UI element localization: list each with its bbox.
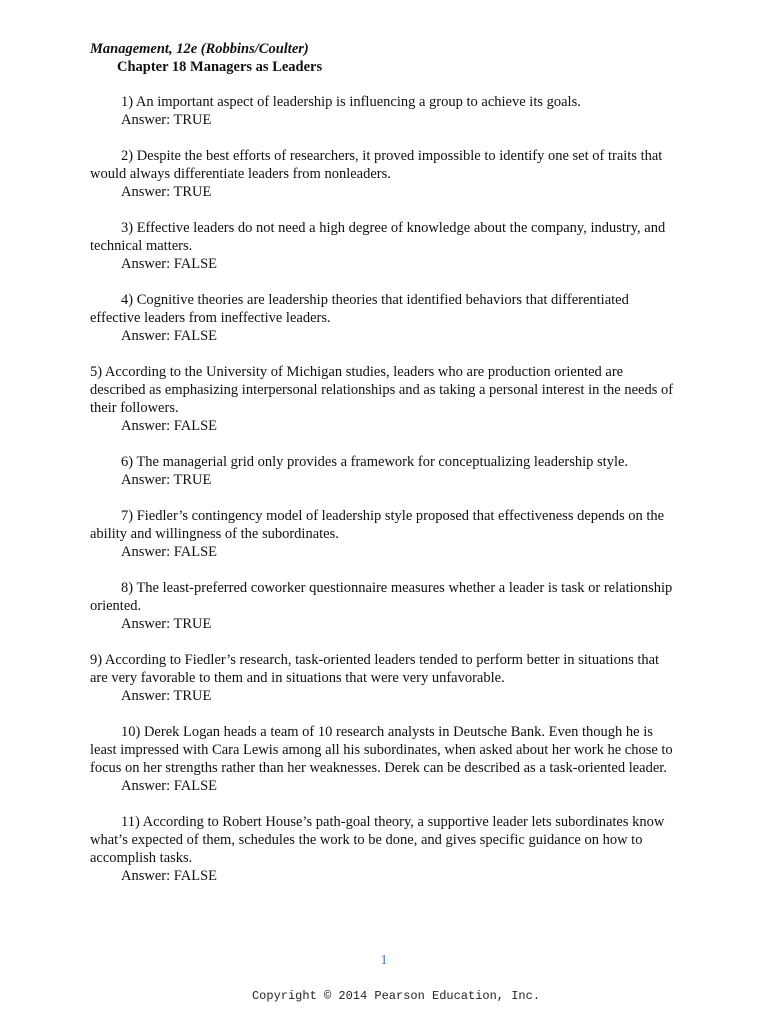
- question-item: [90, 507, 680, 561]
- question-text: 5) According to the University of Michigan studies, leaders who are production oriented are described as emphasizing interpersonal relationships and as taking a personal interest in the needs of their followers.: [90, 364, 674, 416]
- answer-text: Answer: TRUE: [121, 616, 212, 632]
- question-text: 9) According to Fiedler’s research, task-oriented leaders tended to perform better in situations that are very favorable to them and in situations that were very unfavorable.: [90, 652, 660, 686]
- answer-text: Answer: TRUE: [121, 184, 212, 200]
- question-item: [90, 291, 680, 345]
- answer-text: Answer: FALSE: [121, 868, 217, 884]
- question-item: [90, 147, 680, 201]
- answer-text: Answer: FALSE: [121, 778, 217, 794]
- question-item: [90, 579, 680, 633]
- question-item: [90, 651, 680, 705]
- question-item: [90, 453, 680, 489]
- copyright-footer: Copyright © 2014 Pearson Education, Inc.: [251, 989, 541, 1003]
- answer-text: Answer: TRUE: [121, 688, 212, 704]
- question-text: 6) The managerial grid only provides a framework for conceptualizing leadership style.: [121, 454, 629, 470]
- answer-text: Answer: TRUE: [121, 472, 212, 488]
- question-item: [90, 363, 680, 435]
- document-header: [90, 40, 690, 76]
- question-item: [90, 93, 680, 129]
- question-text: 2) Despite the best efforts of researchers, it proved impossible to identify one set of traits that would always differentiate leaders from nonleaders.: [90, 148, 663, 182]
- answer-text: Answer: TRUE: [121, 112, 212, 128]
- question-item: [90, 219, 680, 273]
- answer-text: Answer: FALSE: [121, 256, 217, 272]
- question-text: 7) Fiedler’s contingency model of leadership style proposed that effectiveness depends on the ability and willingness of the subordinates.: [90, 508, 665, 542]
- question-list: [90, 93, 680, 903]
- question-text: 1) An important aspect of leadership is influencing a group to achieve its goals.: [121, 94, 581, 110]
- question-item: [90, 723, 680, 795]
- question-text: 4) Cognitive theories are leadership theories that identified behaviors that differentiated effective leaders from ineffective leaders.: [90, 292, 629, 326]
- chapter-title: Chapter 18 Managers as Leaders: [117, 59, 323, 75]
- book-title: Management, 12e (Robbins/Coulter): [90, 41, 309, 57]
- answer-text: Answer: FALSE: [121, 418, 217, 434]
- question-text: 11) According to Robert House’s path-goal theory, a supportive leader lets subordinates know what’s expected of them, schedules the work to be done, and gives specific guidance on how to accomplish tasks.: [90, 814, 665, 866]
- answer-text: Answer: FALSE: [121, 544, 217, 560]
- page-number: 1: [380, 953, 388, 968]
- question-text: 10) Derek Logan heads a team of 10 research analysts in Deutsche Bank. Even though he is least impressed with Cara Lewis among all his subordinates, when asked about her work he chose to focus on her strengths rather than her weaknesses. Derek can be described as a task-oriented leader.: [90, 724, 673, 776]
- question-text: 8) The least-preferred coworker questionnaire measures whether a leader is task or relationship oriented.: [90, 580, 673, 614]
- question-text: 3) Effective leaders do not need a high degree of knowledge about the company, industry, and technical matters.: [90, 220, 666, 254]
- question-item: [90, 813, 680, 885]
- answer-text: Answer: FALSE: [121, 328, 217, 344]
